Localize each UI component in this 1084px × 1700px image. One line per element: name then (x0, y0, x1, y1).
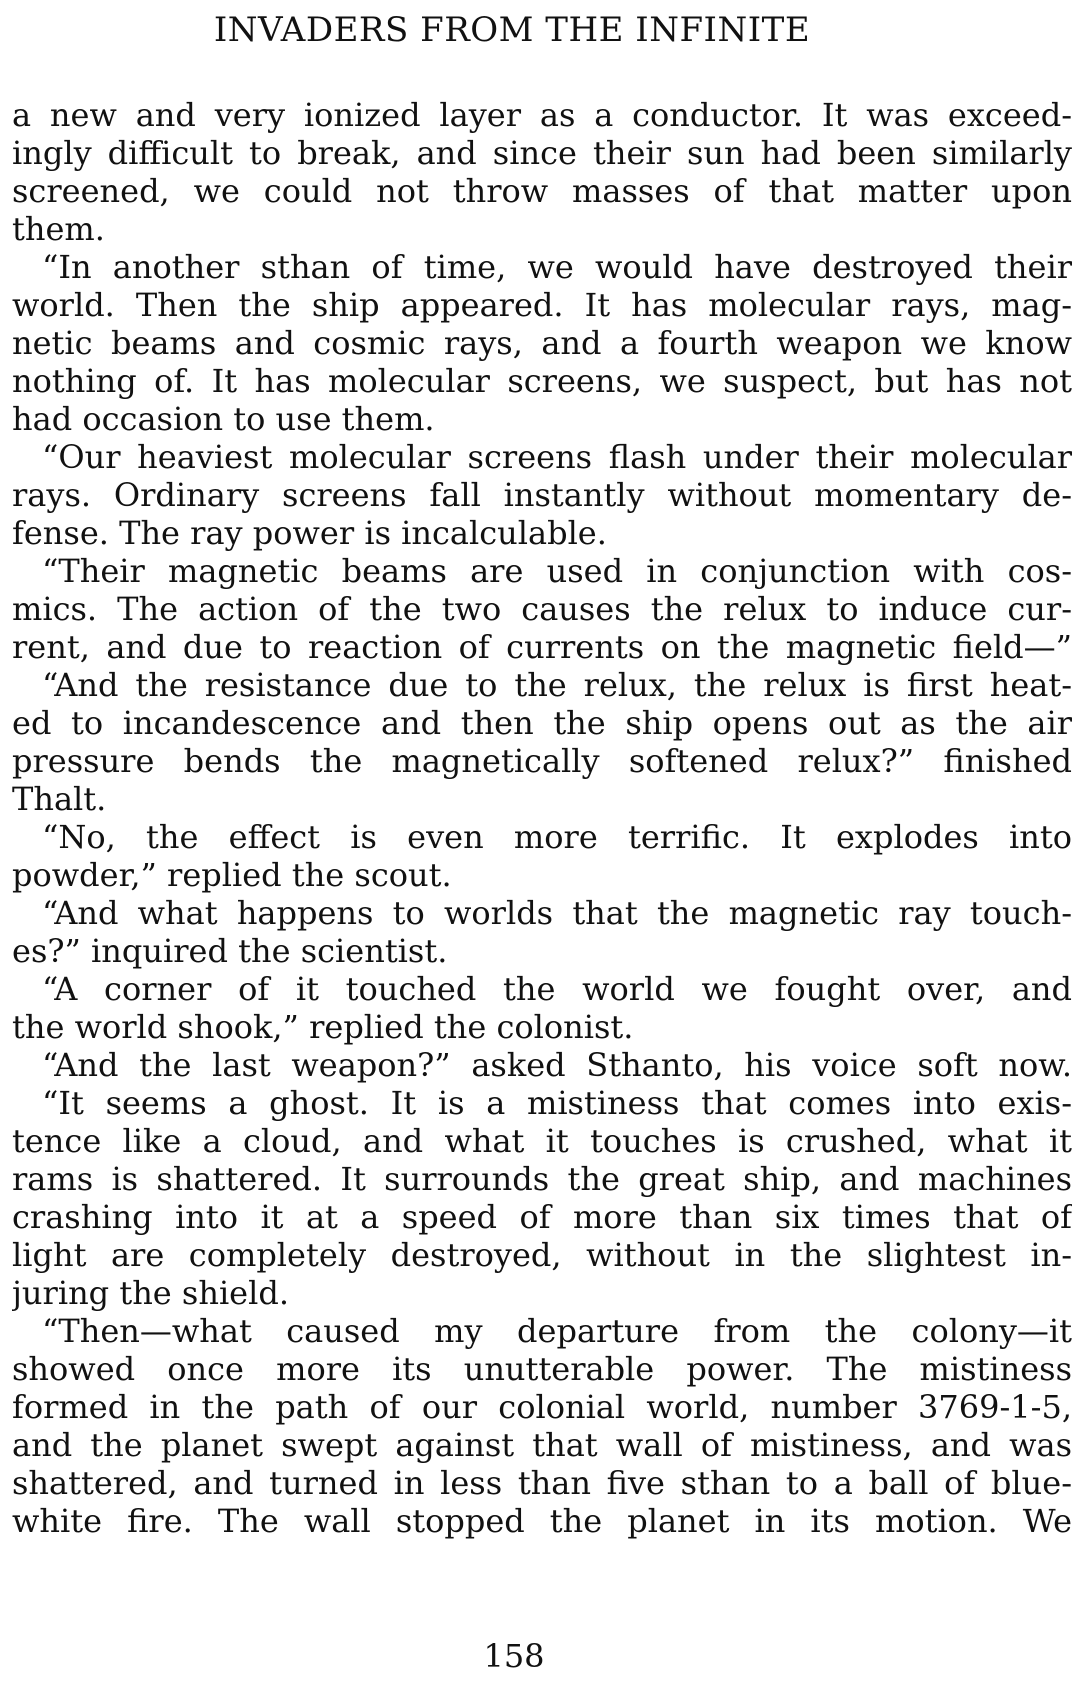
text-line: tence like a cloud, and what it touches is crushed, what it (12, 1122, 1072, 1160)
text-line: “A corner of it touched the world we fought over, and (42, 970, 1072, 1008)
text-line: rams is shattered. It surrounds the great ship, and machines (12, 1160, 1072, 1198)
text-line: the world shook,” replied the colonist. (12, 1008, 634, 1046)
text-line: powder,” replied the scout. (12, 856, 452, 894)
text-line: rays. Ordinary screens fall instantly without momentary de- (12, 476, 1072, 514)
text-line: “Their magnetic beams are used in conjunction with cos- (42, 552, 1072, 590)
page-number: 158 (483, 1637, 545, 1675)
text-line: “No, the effect is even more terrific. It explodes into (42, 818, 1072, 856)
text-line: “In another sthan of time, we would have destroyed their (42, 248, 1072, 286)
text-line: pressure bends the magnetically softened relux?” finished (12, 742, 1072, 780)
body-text (12, 96, 1072, 1540)
text-line: “And the last weapon?” asked Sthanto, his voice soft now. (42, 1046, 1072, 1084)
text-line: “Our heaviest molecular screens flash under their molecular (42, 438, 1072, 476)
text-line: crashing into it at a speed of more than six times that of (12, 1198, 1072, 1236)
text-line: screened, we could not throw masses of that matter upon (12, 172, 1072, 210)
text-line: ingly difficult to break, and since their sun had been similarly (12, 134, 1072, 172)
text-line: a new and very ionized layer as a conductor. It was exceed- (12, 96, 1072, 134)
text-line: had occasion to use them. (12, 400, 435, 438)
text-line: “And the resistance due to the relux, the relux is first heat- (42, 666, 1072, 704)
text-line: juring the shield. (12, 1274, 289, 1312)
text-line: rent, and due to reaction of currents on the magnetic field—” (12, 628, 1072, 666)
text-line: fense. The ray power is incalculable. (12, 514, 607, 552)
text-line: and the planet swept against that wall of mistiness, and was (12, 1426, 1072, 1464)
text-line: formed in the path of our colonial world, number 3769-1-5, (12, 1388, 1072, 1426)
text-line: them. (12, 210, 105, 248)
text-line: Thalt. (12, 780, 107, 818)
text-line: white fire. The wall stopped the planet in its motion. We (12, 1502, 1072, 1540)
text-line: mics. The action of the two causes the relux to induce cur- (12, 590, 1072, 628)
text-line: “And what happens to worlds that the magnetic ray touch- (42, 894, 1072, 932)
text-line: world. Then the ship appeared. It has molecular rays, mag- (12, 286, 1072, 324)
text-line: nothing of. It has molecular screens, we suspect, but has not (12, 362, 1072, 400)
text-line: “Then—what caused my departure from the colony—it (42, 1312, 1072, 1350)
text-line: netic beams and cosmic rays, and a fourth weapon we know (12, 324, 1072, 362)
text-line: light are completely destroyed, without in the slightest in- (12, 1236, 1072, 1274)
running-head-title: INVADERS FROM THE INFINITE (213, 10, 811, 50)
text-line: ed to incandescence and then the ship opens out as the air (12, 704, 1072, 742)
text-line: showed once more its unutterable power. The mistiness (12, 1350, 1072, 1388)
text-line: “It seems a ghost. It is a mistiness that comes into exis- (42, 1084, 1072, 1122)
text-line: es?” inquired the scientist. (12, 932, 448, 970)
text-line: shattered, and turned in less than five sthan to a ball of blue- (12, 1464, 1072, 1502)
